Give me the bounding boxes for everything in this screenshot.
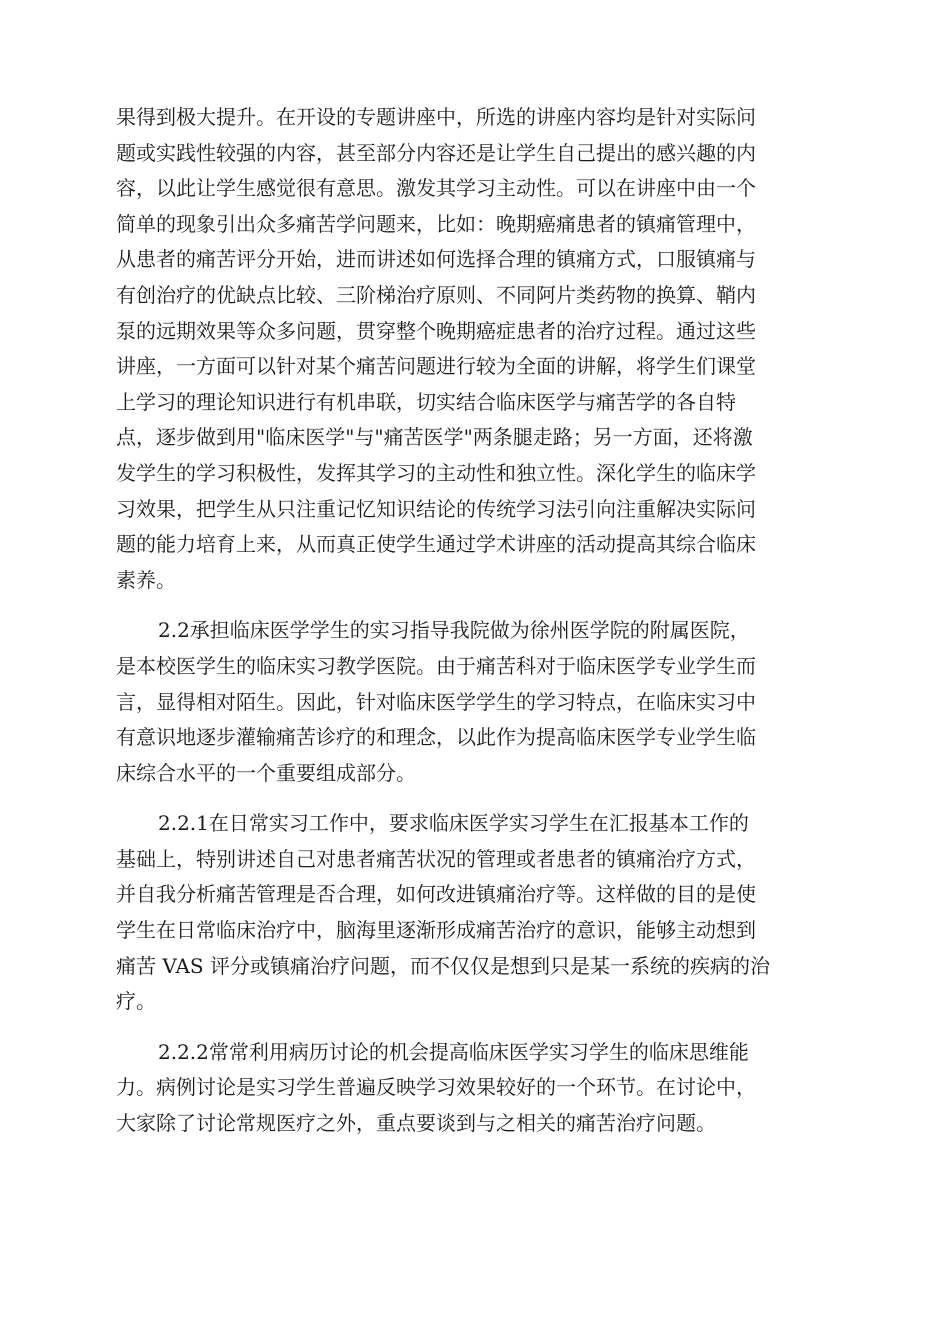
text-line: 习效果，把学生从只注重记忆知识结论的传统学习法引向注重解决实际问 — [116, 496, 756, 521]
text-line: 上学习的理论知识进行有机串联，切实结合临床医学与痛苦学的各自特 — [116, 389, 736, 414]
document-page — [116, 100, 838, 1142]
text-line: 容，以此让学生感觉很有意思。激发其学习主动性。可以在讲座中由一个 — [116, 176, 756, 201]
text-line: 言，显得相对陌生。因此，针对临床医学学生的学习特点，在临床实习中 — [116, 689, 756, 714]
text-line: 从患者的痛苦评分开始，进而讲述如何选择合理的镇痛方式，口服镇痛与 — [116, 247, 756, 272]
text-line: 床综合水平的一个重要组成部分。 — [116, 760, 416, 785]
text-line: 基础上，特别讲述自己对患者痛苦状况的管理或者患者的镇痛治疗方式， — [116, 846, 756, 871]
text-line: 大家除了讨论常规医疗之外，重点要谈到与之相关的痛苦治疗问题。 — [116, 1111, 716, 1136]
text-line: 题或实践性较强的内容，甚至部分内容还是让学生自己提出的感兴趣的内 — [116, 140, 756, 165]
text-line: 发学生的学习积极性，发挥其学习的主动性和独立性。深化学生的临床学 — [116, 460, 756, 485]
text-line: 讲座，一方面可以针对某个痛苦问题进行较为全面的讲解，将学生们课堂 — [116, 354, 756, 379]
paragraph-section-2-2-1 — [116, 806, 838, 1020]
paragraph-spacer — [116, 1020, 838, 1035]
paragraph-spacer — [116, 598, 838, 613]
paragraph-spacer — [116, 791, 838, 806]
text-line: 2.2.1在日常实习工作中，要求临床医学实习学生在汇报基本工作的 — [158, 811, 749, 836]
paragraph-section-2-2-2 — [116, 1035, 838, 1142]
text-line: 果得到极大提升。在开设的专题讲座中，所选的讲座内容均是针对实际问 — [116, 105, 756, 129]
text-line: 是本校医学生的临床实习教学医院。由于痛苦科对于临床医学专业学生而 — [116, 653, 756, 678]
text-line: 痛苦 VAS 评分或镇痛治疗问题，而不仅仅是想到只是某一系统的疾病的治 — [116, 953, 770, 978]
text-line: 素养。 — [116, 567, 176, 592]
text-line: 简单的现象引出众多痛苦学问题来，比如：晚期癌痛患者的镇痛管理中， — [116, 211, 756, 236]
text-line: 疗。 — [116, 989, 156, 1014]
text-line: 点，逐步做到用"临床医学"与"痛苦医学"两条腿走路；另一方面，还将激 — [116, 425, 753, 450]
text-line: 泵的远期效果等众多问题，贯穿整个晚期癌症患者的治疗过程。通过这些 — [116, 318, 756, 343]
text-line: 2.2.2常常利用病历讨论的机会提高临床医学实习学生的临床思维能 — [158, 1039, 749, 1064]
text-line: 力。病例讨论是实习学生普遍反映学习效果较好的一个环节。在讨论中， — [116, 1075, 756, 1100]
paragraph-section-2-2 — [116, 613, 838, 791]
text-line: 有意识地逐步灌输痛苦诊疗的和理念，以此作为提高临床医学专业学生临 — [116, 725, 756, 750]
text-line: 2.2承担临床医学学生的实习指导我院做为徐州医学院的附属医院， — [158, 618, 750, 643]
text-line: 并自我分析痛苦管理是否合理，如何改进镇痛治疗等。这样做的目的是使 — [116, 882, 756, 907]
text-line: 有创治疗的优缺点比较、三阶梯治疗原则、不同阿片类药物的换算、鞘内 — [116, 282, 756, 307]
paragraph-lecture-continuation — [116, 100, 838, 598]
text-line: 题的能力培育上来，从而真正使学生通过学术讲座的活动提高其综合临床 — [116, 532, 756, 557]
text-line: 学生在日常临床治疗中，脑海里逐渐形成痛苦治疗的意识，能够主动想到 — [116, 918, 756, 943]
